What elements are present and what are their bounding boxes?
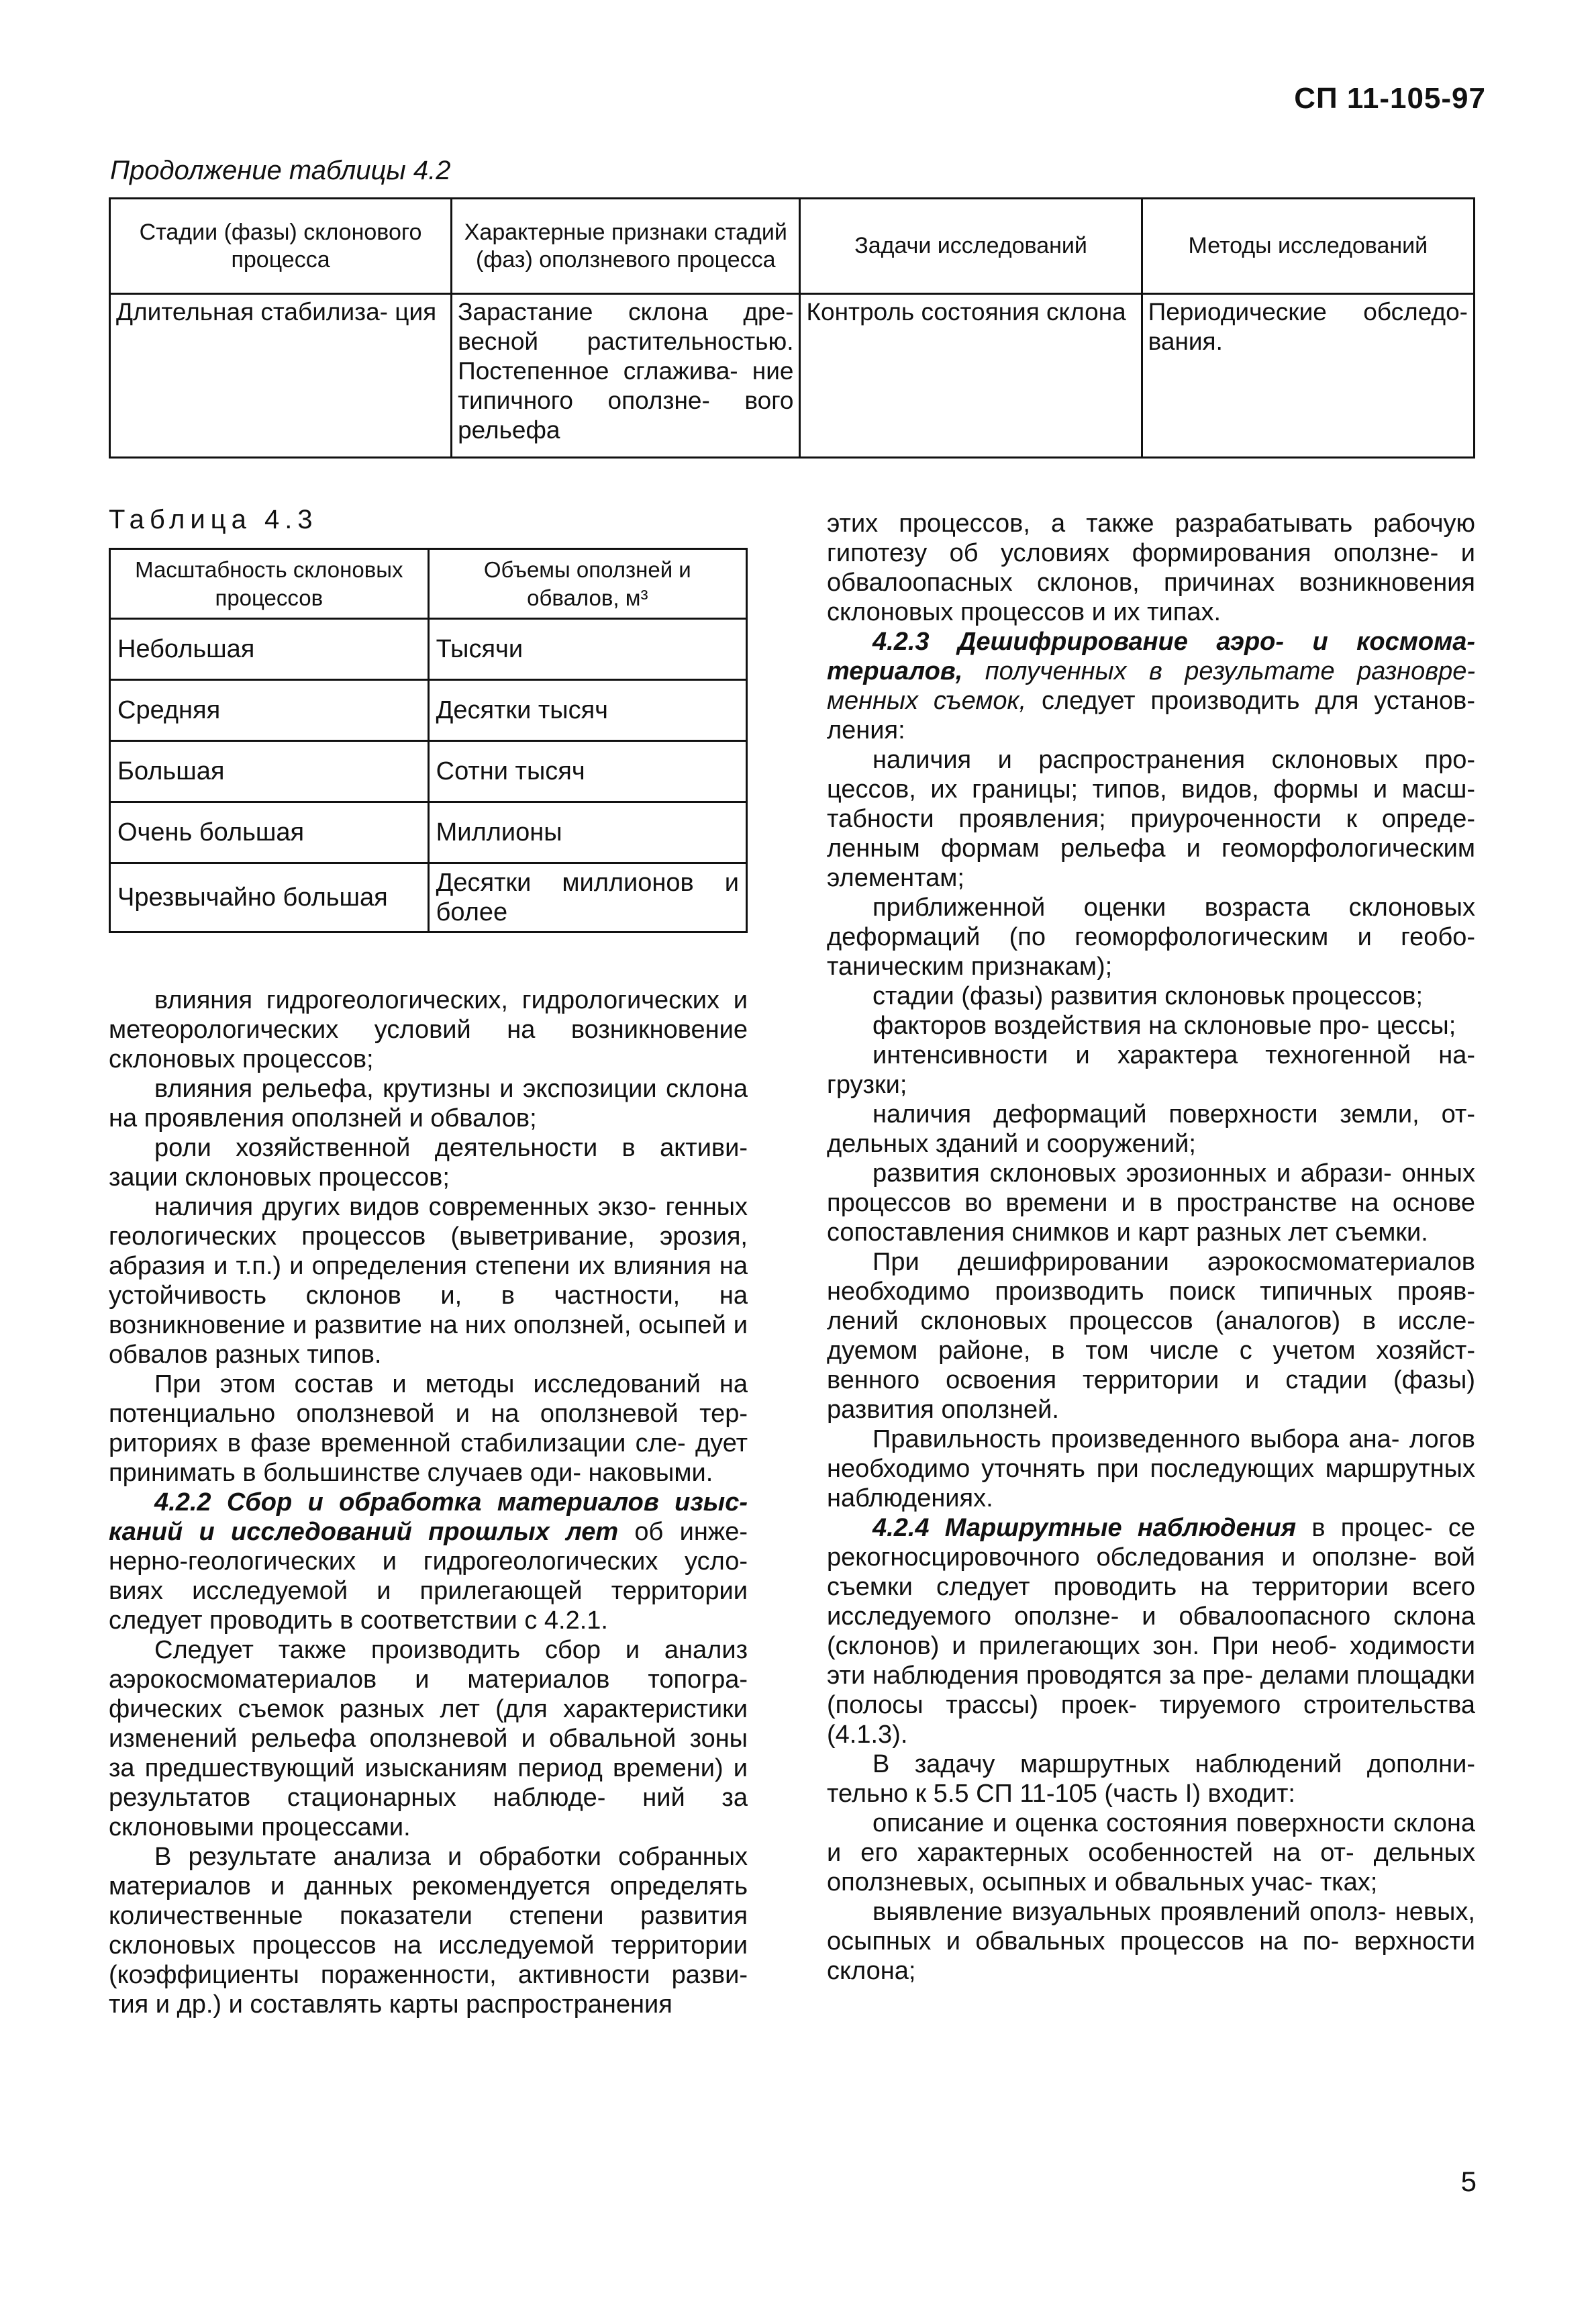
section-4-2-4-paragraph (827, 1513, 1475, 1749)
paragraph-text: об инже- нерно-геологических и гидрогеологических усло- виях исследуемой и прилегающей территории следует проводить в соответствии с 4.2.1. (109, 1518, 748, 1635)
table-row (110, 680, 747, 741)
table-header-row (110, 549, 747, 619)
table-header-cell: Объемы оползней и обвалов, м³ (428, 549, 746, 619)
table-row (110, 294, 1475, 458)
paragraph-text: в процес- се рекогносцировочного обследования и оползне- вой съемки следует проводить на территории всего исследуемого оползне- и обвалоопасного склона (склонов) и прилегающих зон. При необ- ходимости эти наблюдения проводятся за пре- делами площадки (полосы трассы) проек- тируемого строительства (4.1.3). (827, 1514, 1475, 1749)
table-header-cell: Стадии (фазы) склонового процесса (110, 199, 452, 294)
paragraph: интенсивности и характера техногенной на- грузки; (827, 1041, 1475, 1099)
paragraph: описание и оценка состояния поверхности склона и его характерных особенностей на от- дельных оползневых, осыпных и обвальных учас- тках; (827, 1809, 1475, 1896)
section-4-2-2-paragraph (109, 1488, 748, 1635)
section-heading: 4.2.4 Маршрутные наблюдения (872, 1514, 1297, 1542)
left-text-column (109, 985, 748, 2019)
table-4-3-caption: Таблица 4.3 (109, 505, 318, 534)
table-cell: Очень большая (110, 802, 429, 863)
paragraph: стадии (фазы) развития склоновьк процессов; (872, 982, 1424, 1010)
paragraph: Следует также производить сбор и анализ аэрокосмоматериалов и материалов топогра- фических съемок разных лет (для характеристики изменений рельефа оползневой и обвальной зоны за предшествующий изысканиям период времени) и результатов стационарных наблюде- ний за склоновыми процессами. (109, 1636, 748, 1841)
table-4-2 (109, 197, 1475, 459)
table-cell: Длительная стабилиза- ция (110, 294, 452, 458)
table-cell: Десятки тысяч (428, 680, 746, 741)
paragraph: влияния гидрогеологических, гидрологических и метеорологических условий на возникновение склоновых процессов; (109, 986, 748, 1073)
paragraph: наличия других видов современных экзо- генных геологических процессов (выветривание, эрозия, абразия и т.п.) и определения степени их влияния на устойчивость склонов и, в частности, на возникновение и развитие на них оползней, осыпей и обвалов разных типов. (109, 1193, 748, 1369)
table-cell: Миллионы (428, 802, 746, 863)
table-cell: Чрезвычайно большая (110, 863, 429, 932)
table-header-cell: Задачи исследований (800, 199, 1142, 294)
table-row (110, 741, 747, 802)
paragraph: В результате анализа и обработки собранных материалов и данных рекомендуется определять количественные показатели степени развития склоновых процессов на исследуемой территории (коэффициенты пораженности, активности разви- тия и др.) и составлять карты распространения (109, 1843, 748, 2019)
table-cell: Тысячи (428, 619, 746, 680)
section-4-2-3-paragraph (827, 627, 1475, 745)
table-cell: Десятки миллионов и более (428, 863, 746, 932)
page-number: 5 (1460, 2166, 1477, 2197)
table-cell: Средняя (110, 680, 429, 741)
paragraph: наличия деформаций поверхности земли, от- дельных зданий и сооружений; (827, 1100, 1475, 1158)
table-header-cell: Характерные признаки стадий (фаз) оползневого процесса (452, 199, 800, 294)
table-cell: Сотни тысяч (428, 741, 746, 802)
table-4-2-caption: Продолжение таблицы 4.2 (110, 156, 451, 185)
table-cell: Зарастание склона дре- весной растительностью. Постепенное сглажива- ние типичного оползне- вого рельефа (452, 294, 800, 458)
paragraph: Правильность произведенного выбора ана- логов необходимо уточнять при последующих маршрутных наблюдениях. (827, 1425, 1475, 1512)
paragraph: выявление визуальных проявлений ополз- невых, осыпных и обвальных процессов на по- верхности склона; (827, 1898, 1475, 1985)
paragraph: влияния рельефа, крутизны и экспозиции склона на проявления оползней и обвалов; (109, 1075, 748, 1133)
paragraph-italic-text: полученных в результате разновре- менных съемок, (827, 657, 1475, 715)
paragraph-text: следует производить для установ- ления: (827, 687, 1475, 744)
paragraph: В задачу маршрутных наблюдений дополни- тельно к 5.5 СП 11-105 (часть I) входит: (827, 1750, 1475, 1808)
paragraph: приближенной оценки возраста склоновых деформаций (по геоморфологическим и геобо- таническим признакам); (827, 894, 1475, 981)
table-header-row (110, 199, 1475, 294)
table-header-cell: Методы исследований (1142, 199, 1474, 294)
paragraph: роли хозяйственной деятельности в активи- зации склоновых процессов; (109, 1134, 748, 1192)
right-text-column (827, 509, 1475, 1986)
table-cell: Большая (110, 741, 429, 802)
document-code: СП 11-105-97 (1294, 82, 1486, 115)
paragraph: При этом состав и методы исследований на потенциально оползневой и на оползневой тер- риториях в фазе временной стабилизации сле- дует принимать в большинстве случаев оди- наковыми. (109, 1370, 748, 1487)
table-cell: Контроль состояния склона (800, 294, 1142, 458)
paragraph: этих процессов, а также разрабатывать рабочую гипотезу об условиях формирования оползне- и обвалоопасных склонов, причинах возникновения склоновых процессов и их типах. (827, 510, 1475, 626)
table-row (110, 863, 747, 932)
paragraph: При дешифрировании аэрокосмоматериалов необходимо производить поиск типичных прояв- лений склоновых процессов (аналогов) в иссле- дуемом районе, в том числе с учетом хозяйст- венного освоения территории и стадии (фазы) развития оползней. (827, 1248, 1475, 1424)
table-cell: Небольшая (110, 619, 429, 680)
table-cell: Периодические обследо- вания. (1142, 294, 1474, 458)
section-heading: 4.2.3 Дешифрирование аэро- и космома- териалов, (827, 628, 1475, 685)
paragraph: развития склоновых эрозионных и абрази- онных процессов во времени и в пространстве на основе сопоставления снимков и карт разных лет съемки. (827, 1159, 1475, 1247)
table-row (110, 619, 747, 680)
paragraph: факторов воздействия на склоновые про- цессы; (872, 1012, 1456, 1040)
table-4-3 (109, 548, 748, 933)
table-header-cell: Масштабность склоновых процессов (110, 549, 429, 619)
section-heading: 4.2.2 Сбор и обработка материалов изыс- каний и исследований прошлых лет (109, 1488, 748, 1546)
table-row (110, 802, 747, 863)
paragraph: наличия и распространения склоновых про- цессов, их границы; типов, видов, формы и масш- табности проявления; приуроченности к опреде- ленным формам рельефа и геоморфологическим элементам; (827, 746, 1475, 892)
